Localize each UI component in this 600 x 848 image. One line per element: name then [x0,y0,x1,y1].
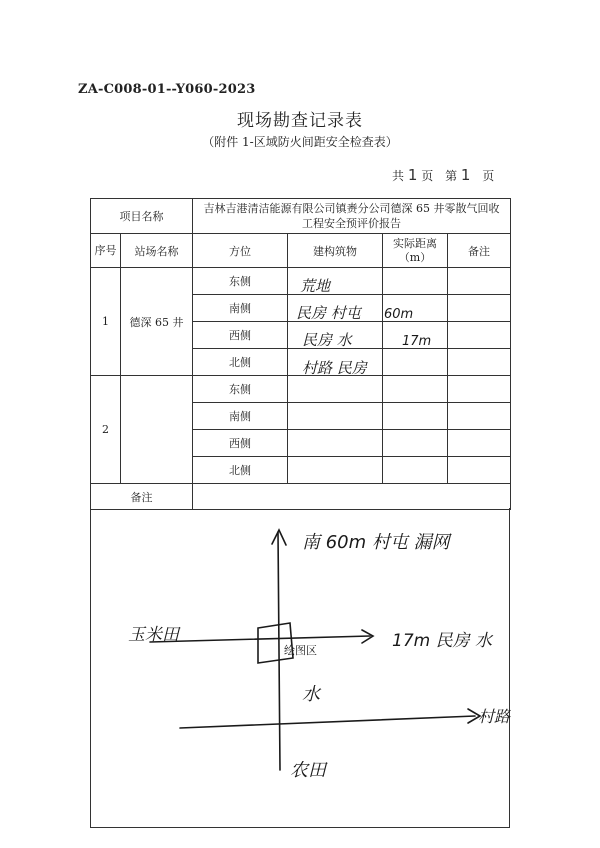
document-code: ZA-C008-01--Y060-2023 [78,82,256,97]
header-distance: 实际距离（m） [383,234,448,268]
page-label: 页 [421,169,434,183]
document-title: 现场勘查记录表 [237,111,363,131]
sketch-road-text: 村路 [478,707,511,726]
sketch-north-arrowhead [272,530,286,545]
row-1-north-building-ink: 村路 民房 [302,359,367,377]
header-remark: 备注 [448,234,511,268]
row-1-west-distance-ink: 17m [402,334,432,349]
sketch-vertical-line [278,532,280,770]
header-seq: 序号 [91,234,121,268]
row-1-east-direction: 东侧 [193,268,288,295]
sketch-well-site-box [258,623,293,663]
row-2-south-direction: 南侧 [193,403,288,430]
header-station: 站场名称 [121,234,193,268]
page-total-value: 1 [407,166,418,184]
row-2-seq: 2 [91,376,121,484]
sketch-north-text: 南 60m 村屯 漏网 [302,532,450,553]
notes-label: 备注 [91,484,193,510]
sketch-bottom-text: 农田 [290,760,326,781]
sketch-horizontal-line [150,636,370,642]
row-2-west-direction: 西侧 [193,430,288,457]
row-1-south-building-ink: 民房 村屯 [296,304,361,322]
row-1-east-building-ink: 荒地 [300,277,331,295]
page-total-prefix: 共 [392,169,405,183]
header-direction: 方位 [193,234,288,268]
sketch-east-text: 17m 民房 水 [392,631,492,651]
row-1-south-direction: 南侧 [193,295,288,322]
row-2-east-direction: 东侧 [193,376,288,403]
row-1-south-distance-ink: 60m [384,307,414,322]
page-current-suffix: 页 [482,169,495,183]
project-name-label: 项目名称 [91,199,193,234]
sketch-road-line [180,716,475,728]
row-2-north-direction: 北侧 [193,457,288,484]
project-name-value: 吉林吉港清洁能源有限公司镇赉分公司德深 65 井零散气回收工程安全预评价报告 [193,199,511,234]
sketch-south-mid-text: 水 [302,684,320,705]
row-1-west-building-ink: 民房 水 [302,331,352,349]
document-subtitle: （附件 1-区域防火间距安全检查表） [202,135,398,149]
row-1-west-direction: 西侧 [193,322,288,349]
row-1-station: 德深 65 井 [121,268,193,376]
row-1-north-direction: 北侧 [193,349,288,376]
row-1-seq: 1 [91,268,121,376]
page-current-prefix: 第 [445,169,458,183]
page-current-value: 1 [460,166,471,184]
drawing-area-label: 绘图区 [284,644,317,657]
header-building: 建构筑物 [288,234,383,268]
sketch-west-text: 玉米田 [128,625,179,645]
